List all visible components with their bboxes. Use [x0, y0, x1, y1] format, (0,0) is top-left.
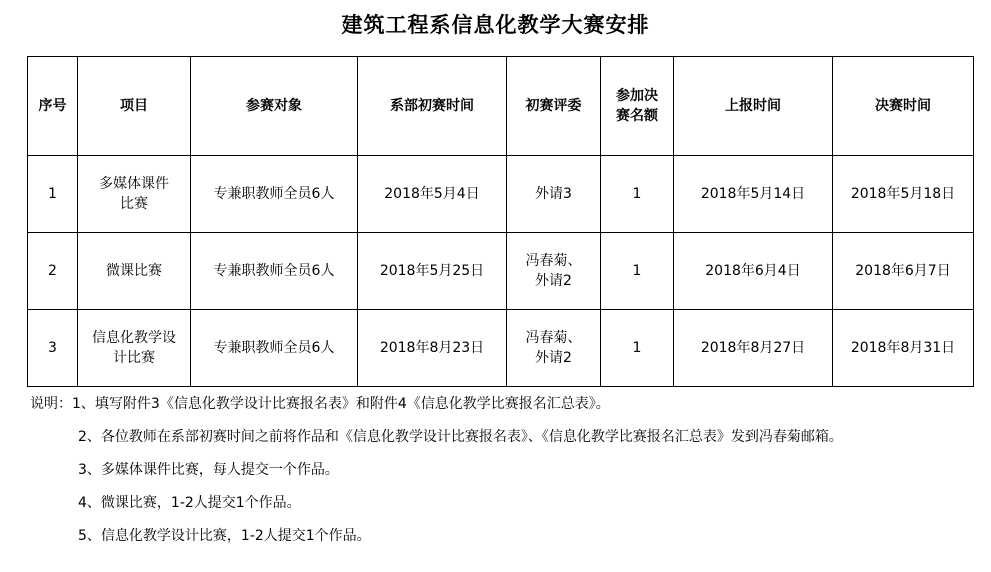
cell-report-time: 2018年5月14日	[674, 156, 833, 233]
cell-participants: 专兼职教师全员6人	[191, 310, 358, 387]
schedule-table	[27, 56, 974, 387]
cell-final-time: 2018年8月31日	[833, 310, 974, 387]
header-quota-line2: 赛名额	[616, 108, 658, 124]
table-row	[28, 156, 974, 233]
cell-final-time: 2018年5月18日	[833, 156, 974, 233]
cell-quota: 1	[601, 310, 674, 387]
cell-judges-line1: 冯春菊、	[525, 330, 582, 346]
cell-judges-line1: 外请3	[535, 186, 572, 202]
header-prelim-time: 系部初赛时间	[358, 57, 507, 156]
cell-report-time: 2018年8月27日	[674, 310, 833, 387]
header-project: 项目	[78, 57, 191, 156]
cell-project-line1: 信息化教学设	[92, 330, 176, 346]
cell-judges-line2: 外请2	[535, 350, 572, 366]
cell-final-time: 2018年6月7日	[833, 233, 974, 310]
cell-judges-line1: 冯春菊、	[525, 253, 582, 269]
table-row	[28, 233, 974, 310]
cell-participants: 专兼职教师全员6人	[191, 233, 358, 310]
cell-prelim-time: 2018年5月4日	[358, 156, 507, 233]
note-text: 3、多媒体课件比赛，每人提交一个作品。	[78, 462, 339, 478]
cell-seq: 2	[28, 233, 78, 310]
note-text: 1、填写附件3《信息化教学设计比赛报名表》和附件4《信息化教学比赛报名汇总表》。	[72, 396, 610, 412]
header-final-time: 决赛时间	[833, 57, 974, 156]
cell-judges	[507, 156, 601, 233]
cell-quota: 1	[601, 233, 674, 310]
header-judges: 初赛评委	[507, 57, 601, 156]
cell-prelim-time: 2018年5月25日	[358, 233, 507, 310]
cell-prelim-time: 2018年8月23日	[358, 310, 507, 387]
cell-judges	[507, 233, 601, 310]
cell-project	[78, 233, 191, 310]
note-text: 4、微课比赛，1-2人提交1个作品。	[78, 495, 301, 511]
notes-section	[30, 392, 980, 557]
cell-report-time: 2018年6月4日	[674, 233, 833, 310]
cell-project-line1: 多媒体课件	[99, 176, 169, 192]
cell-participants: 专兼职教师全员6人	[191, 156, 358, 233]
cell-project	[78, 156, 191, 233]
note-text: 5、信息化教学设计比赛，1-2人提交1个作品。	[78, 528, 371, 544]
cell-judges	[507, 310, 601, 387]
notes-prefix: 说明：	[30, 396, 72, 412]
table-header-row	[28, 57, 974, 156]
note-item	[30, 458, 980, 491]
cell-seq: 3	[28, 310, 78, 387]
cell-project-line2: 计比赛	[113, 350, 155, 366]
cell-seq: 1	[28, 156, 78, 233]
note-item	[30, 425, 980, 458]
note-item	[30, 524, 980, 557]
header-report-time: 上报时间	[674, 57, 833, 156]
note-text: 2、各位教师在系部初赛时间之前将作品和《信息化教学设计比赛报名表》、《信息化教学比赛报名汇总表》发到冯春菊邮箱。	[78, 429, 843, 445]
note-item	[30, 491, 980, 524]
header-quota-line1: 参加决	[616, 88, 658, 104]
header-quota	[601, 57, 674, 156]
cell-project-line2: 比赛	[120, 196, 148, 212]
cell-project	[78, 310, 191, 387]
page-title: 建筑工程系信息化教学大赛安排	[341, 13, 650, 37]
table-row	[28, 310, 974, 387]
header-seq: 序号	[28, 57, 78, 156]
header-participants: 参赛对象	[191, 57, 358, 156]
cell-quota: 1	[601, 156, 674, 233]
note-item	[30, 392, 980, 425]
cell-judges-line2: 外请2	[535, 273, 572, 289]
cell-project-line1: 微课比赛	[106, 263, 162, 279]
